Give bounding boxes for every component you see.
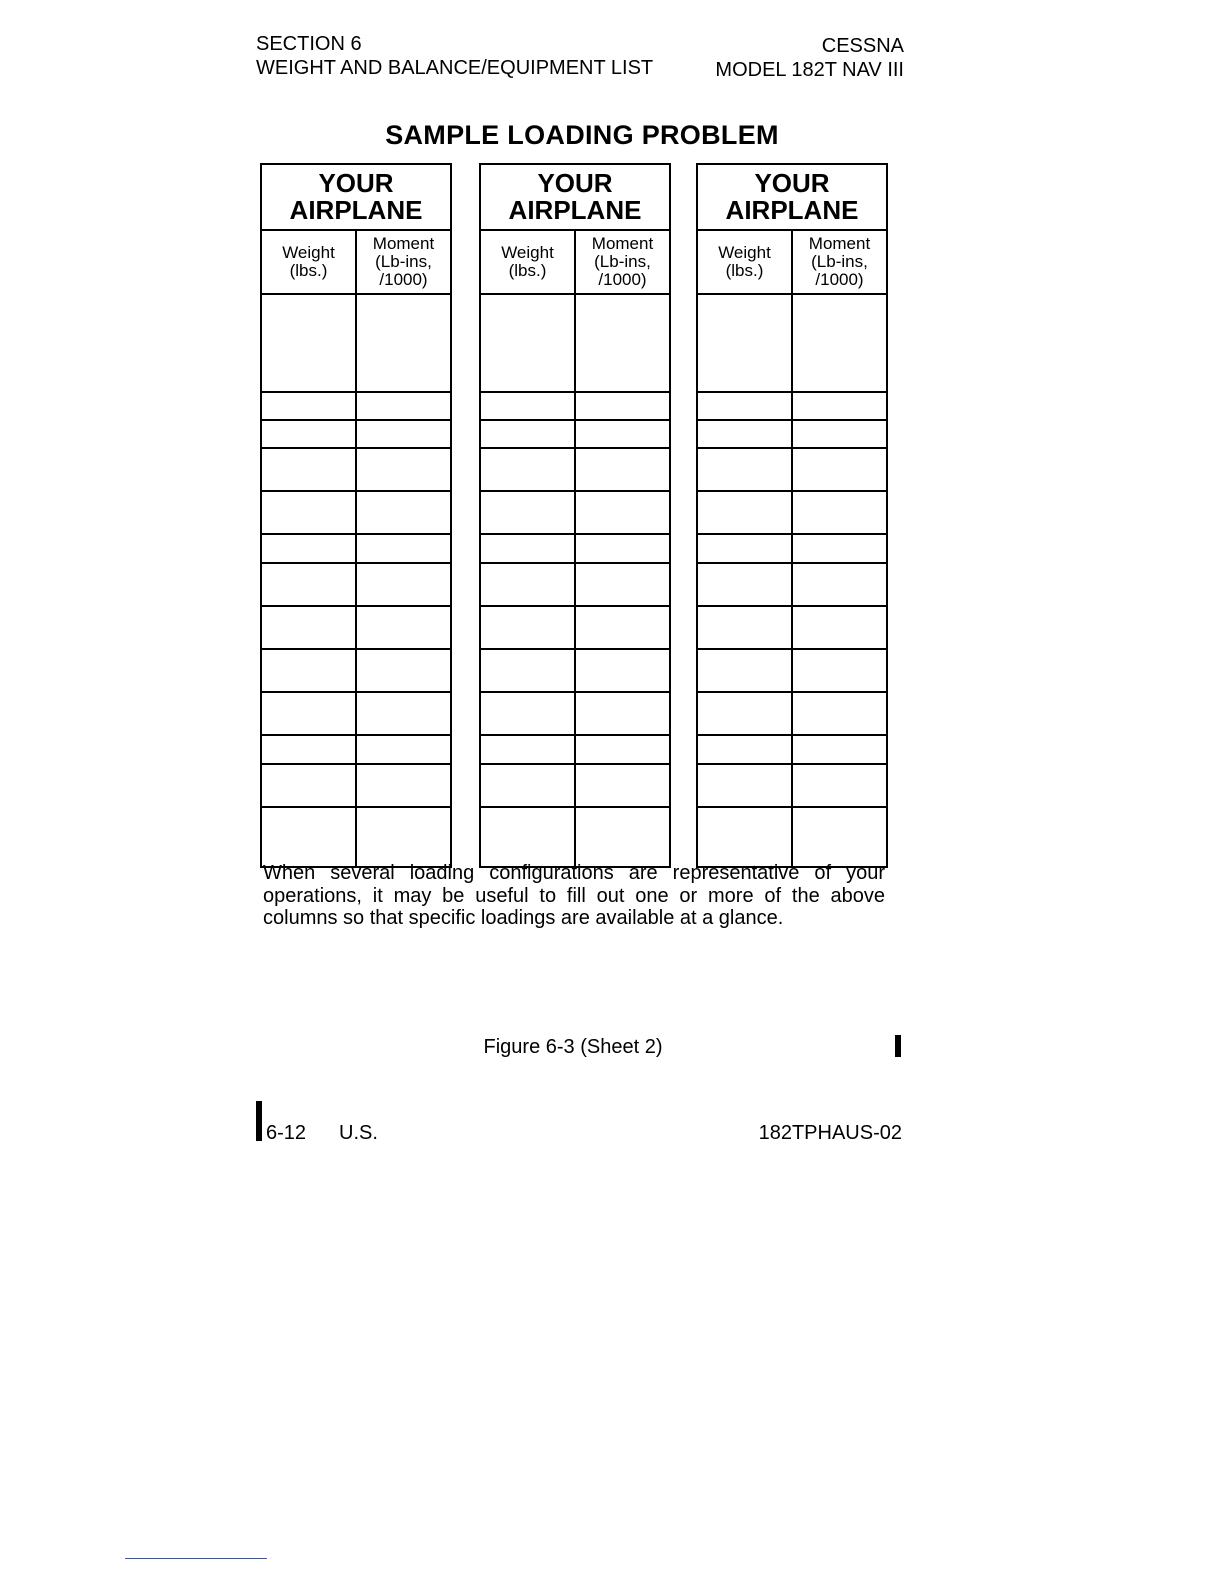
weight-cell	[481, 736, 576, 763]
form-title-line: YOUR	[537, 168, 613, 198]
entry-row	[698, 650, 886, 693]
entry-row	[481, 765, 669, 808]
moment-header-line: (Lb-ins,	[594, 252, 651, 271]
entry-row	[262, 421, 450, 449]
weight-cell	[262, 295, 357, 391]
column-header-row	[698, 231, 886, 295]
manufacturer-label: CESSNA	[821, 35, 904, 57]
entry-row	[698, 564, 886, 607]
entry-row	[698, 765, 886, 808]
weight-header-line: Weight	[282, 243, 335, 262]
weight-column-header	[698, 231, 793, 293]
entry-row	[262, 295, 450, 393]
moment-cell	[793, 564, 886, 605]
weight-cell	[698, 765, 793, 806]
weight-column-header	[262, 231, 357, 293]
moment-cell	[576, 535, 669, 562]
moment-cell	[357, 650, 450, 691]
column-header-row	[262, 231, 450, 295]
weight-cell	[262, 421, 357, 447]
form-title-line: AIRPLANE	[508, 195, 642, 225]
weight-cell	[262, 693, 357, 734]
entry-row	[262, 393, 450, 421]
form-title-line: YOUR	[318, 168, 394, 198]
moment-cell	[357, 564, 450, 605]
entry-row	[262, 449, 450, 492]
moment-cell	[576, 765, 669, 806]
entry-row	[481, 808, 669, 866]
entry-row	[698, 607, 886, 650]
page-title: SAMPLE LOADING PROBLEM	[385, 120, 779, 150]
moment-header-line: (Lb-ins,	[811, 252, 868, 271]
entry-row	[481, 607, 669, 650]
moment-header-line: Moment	[808, 234, 871, 253]
weight-cell	[262, 393, 357, 419]
moment-column-header	[357, 231, 450, 293]
form-title	[481, 165, 669, 231]
entry-row	[262, 564, 450, 607]
entry-row	[262, 650, 450, 693]
weight-cell	[698, 449, 793, 490]
moment-header-line: (Lb-ins,	[375, 252, 432, 271]
model-label: MODEL 182T NAV III	[715, 59, 904, 81]
form-title	[262, 165, 450, 231]
moment-cell	[357, 449, 450, 490]
page-number: 6-12	[266, 1122, 307, 1144]
weight-cell	[481, 607, 576, 648]
moment-cell	[576, 421, 669, 447]
moment-cell	[357, 607, 450, 648]
moment-cell	[576, 607, 669, 648]
weight-cell	[698, 393, 793, 419]
moment-header-line: /1000)	[598, 270, 647, 289]
moment-header-line: /1000)	[379, 270, 428, 289]
header-left	[256, 32, 653, 80]
weight-cell	[698, 564, 793, 605]
moment-cell	[576, 808, 669, 866]
weight-cell	[698, 295, 793, 391]
weight-cell	[481, 765, 576, 806]
moment-cell	[357, 808, 450, 866]
loading-form	[479, 163, 671, 868]
entry-row	[481, 492, 669, 535]
entry-row	[481, 295, 669, 393]
weight-cell	[698, 492, 793, 533]
entry-row	[698, 295, 886, 393]
entry-row	[481, 564, 669, 607]
entry-row	[698, 693, 886, 736]
weight-cell	[262, 449, 357, 490]
entry-row	[698, 736, 886, 765]
moment-cell	[793, 535, 886, 562]
figure-caption: Figure 6-3 (Sheet 2)	[483, 1036, 663, 1058]
entry-row	[481, 693, 669, 736]
moment-cell	[576, 492, 669, 533]
form-title-line: AIRPLANE	[289, 195, 423, 225]
moment-cell	[793, 492, 886, 533]
usage-note: When several loading configurations are representative of your operations, it may be useful to fill out one or more of the above columns so that specific loadings are available at a glance.	[263, 862, 885, 929]
moment-cell	[576, 393, 669, 419]
weight-cell	[698, 421, 793, 447]
moment-cell	[357, 736, 450, 763]
moment-cell	[793, 736, 886, 763]
weight-header-line: (lbs.)	[289, 261, 328, 280]
entry-row	[698, 393, 886, 421]
weight-cell	[698, 650, 793, 691]
entry-row	[262, 808, 450, 866]
moment-cell	[793, 607, 886, 648]
entry-row	[698, 492, 886, 535]
weight-cell	[262, 492, 357, 533]
moment-cell	[576, 650, 669, 691]
weight-cell	[698, 535, 793, 562]
moment-cell	[793, 421, 886, 447]
form-title-line: YOUR	[754, 168, 830, 198]
moment-cell	[793, 393, 886, 419]
entry-row	[262, 535, 450, 564]
moment-cell	[357, 693, 450, 734]
moment-cell	[576, 564, 669, 605]
header-right	[715, 34, 904, 82]
weight-header-line: (lbs.)	[508, 261, 547, 280]
entry-row	[262, 765, 450, 808]
weight-cell	[481, 393, 576, 419]
moment-header-line: Moment	[372, 234, 435, 253]
moment-cell	[576, 693, 669, 734]
moment-cell	[793, 295, 886, 391]
weight-cell	[481, 564, 576, 605]
weight-cell	[481, 693, 576, 734]
moment-column-header	[793, 231, 886, 293]
moment-cell	[793, 765, 886, 806]
entry-row	[481, 449, 669, 492]
entry-row	[481, 736, 669, 765]
weight-cell	[262, 607, 357, 648]
entry-row	[481, 535, 669, 564]
weight-cell	[262, 535, 357, 562]
moment-cell	[793, 808, 886, 866]
entry-row	[698, 808, 886, 866]
weight-header-line: Weight	[718, 243, 771, 262]
entry-row	[262, 492, 450, 535]
entry-row	[481, 421, 669, 449]
form-title-line: AIRPLANE	[725, 195, 859, 225]
weight-cell	[481, 295, 576, 391]
moment-cell	[357, 295, 450, 391]
section-label: SECTION 6	[256, 33, 362, 55]
weight-cell	[262, 808, 357, 866]
document-id: 182TPHAUS-02	[758, 1122, 902, 1144]
weight-cell	[481, 808, 576, 866]
moment-cell	[793, 693, 886, 734]
column-header-row	[481, 231, 669, 295]
weight-header-line: (lbs.)	[725, 261, 764, 280]
moment-cell	[576, 449, 669, 490]
entry-row	[481, 393, 669, 421]
weight-cell	[698, 607, 793, 648]
moment-cell	[576, 736, 669, 763]
region-label: U.S.	[339, 1122, 378, 1144]
moment-cell	[576, 295, 669, 391]
entry-row	[698, 535, 886, 564]
footnote-rule	[125, 1558, 267, 1559]
weight-cell	[262, 564, 357, 605]
weight-cell	[262, 736, 357, 763]
revision-bar	[895, 1035, 901, 1057]
entry-row	[481, 650, 669, 693]
loading-form	[696, 163, 888, 868]
moment-cell	[357, 535, 450, 562]
weight-cell	[698, 808, 793, 866]
entry-row	[698, 421, 886, 449]
moment-column-header	[576, 231, 669, 293]
entry-row	[262, 607, 450, 650]
weight-cell	[262, 650, 357, 691]
weight-cell	[481, 449, 576, 490]
weight-header-line: Weight	[501, 243, 554, 262]
moment-cell	[357, 492, 450, 533]
section-title: WEIGHT AND BALANCE/EQUIPMENT LIST	[256, 57, 654, 79]
moment-cell	[357, 421, 450, 447]
loading-form	[260, 163, 452, 868]
entry-row	[262, 693, 450, 736]
entry-row	[698, 449, 886, 492]
revision-bar	[256, 1101, 262, 1141]
weight-column-header	[481, 231, 576, 293]
form-title	[698, 165, 886, 231]
moment-header-line: /1000)	[815, 270, 864, 289]
weight-cell	[481, 421, 576, 447]
moment-header-line: Moment	[591, 234, 654, 253]
moment-cell	[357, 393, 450, 419]
weight-cell	[698, 736, 793, 763]
weight-cell	[481, 535, 576, 562]
moment-cell	[357, 765, 450, 806]
entry-row	[262, 736, 450, 765]
moment-cell	[793, 449, 886, 490]
weight-cell	[698, 693, 793, 734]
moment-cell	[793, 650, 886, 691]
weight-cell	[481, 492, 576, 533]
weight-cell	[262, 765, 357, 806]
weight-cell	[481, 650, 576, 691]
